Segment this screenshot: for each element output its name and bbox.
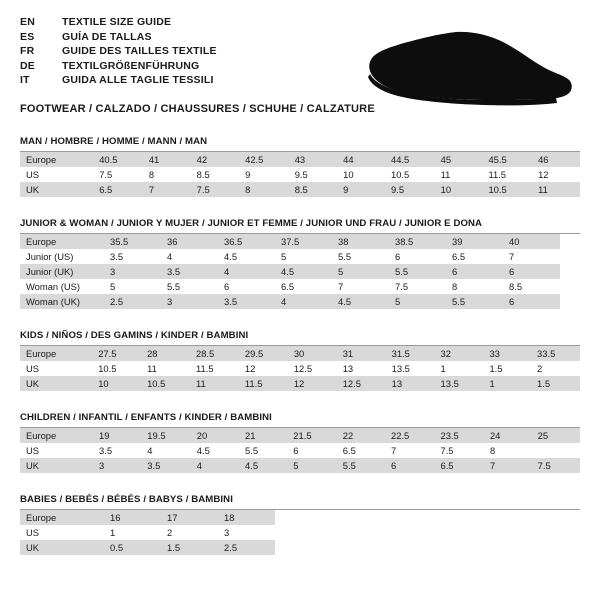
table-row bbox=[20, 234, 560, 249]
section-title: JUNIOR & WOMAN / JUNIOR Y MUJER / JUNIOR ET FEMME / JUNIOR UND FRAU / JUNIOR E DONA bbox=[20, 218, 580, 234]
size-cell: 4 bbox=[191, 458, 239, 473]
size-section-man bbox=[20, 136, 580, 197]
size-cell: 10 bbox=[343, 169, 354, 180]
row-label: UK bbox=[20, 182, 93, 197]
size-cell: 8 bbox=[489, 445, 496, 456]
size-cell: 28.5 bbox=[190, 346, 239, 361]
size-cell: 45 bbox=[435, 152, 483, 167]
size-cell: 24 bbox=[484, 428, 532, 443]
size-cell: 7.5 bbox=[532, 458, 580, 473]
size-cell: 1.5 bbox=[531, 376, 580, 391]
size-cell: 6.5 bbox=[281, 281, 295, 292]
size-cell: 12 bbox=[244, 363, 256, 374]
size-cell: 6.5 bbox=[452, 251, 466, 262]
table-row bbox=[20, 361, 580, 376]
size-cell: 8 bbox=[239, 182, 289, 197]
size-cell: 10.5 bbox=[141, 376, 190, 391]
table-row bbox=[20, 540, 275, 555]
size-cell: 7.5 bbox=[440, 445, 454, 456]
size-cell: 19 bbox=[93, 428, 141, 443]
size-cell: 36 bbox=[161, 234, 218, 249]
size-cell: 12 bbox=[288, 376, 337, 391]
size-cell: 7 bbox=[338, 281, 344, 292]
size-cell: 11.5 bbox=[488, 169, 507, 180]
size-cell: 6 bbox=[293, 445, 299, 456]
size-cell: 35.5 bbox=[104, 234, 161, 249]
size-cell: 23.5 bbox=[434, 428, 483, 443]
size-cell: 25 bbox=[532, 428, 580, 443]
size-cell: 4.5 bbox=[196, 445, 210, 456]
size-cell: 33 bbox=[483, 346, 531, 361]
size-cell: 46 bbox=[532, 152, 580, 167]
row-label: Woman (UK) bbox=[20, 294, 104, 309]
size-cell: 4 bbox=[147, 445, 153, 456]
size-cell: 11.5 bbox=[239, 376, 288, 391]
size-cell: 5.5 bbox=[337, 458, 385, 473]
size-cell: 19.5 bbox=[141, 428, 190, 443]
size-cell: 10 bbox=[92, 376, 141, 391]
size-table bbox=[20, 510, 275, 555]
size-cell: 5.5 bbox=[167, 281, 181, 292]
size-cell: 18 bbox=[218, 510, 275, 525]
row-label: Woman (US) bbox=[26, 281, 81, 292]
size-section-kids bbox=[20, 330, 580, 391]
size-cell: 44 bbox=[337, 152, 385, 167]
size-cell: 6 bbox=[395, 251, 401, 262]
size-section-children bbox=[20, 412, 580, 473]
size-cell: 38.5 bbox=[389, 234, 446, 249]
language-code: DE bbox=[20, 59, 35, 72]
row-label: Europe bbox=[20, 428, 93, 443]
language-row bbox=[20, 16, 217, 31]
language-title: GUIDE DES TAILLES TEXTILE bbox=[62, 45, 217, 57]
size-table bbox=[20, 428, 580, 473]
size-cell: 6 bbox=[503, 294, 560, 309]
size-cell: 30 bbox=[288, 346, 337, 361]
size-section-babies bbox=[20, 494, 580, 555]
size-cell: 1.5 bbox=[161, 540, 218, 555]
row-label: US bbox=[26, 527, 40, 538]
table-row bbox=[20, 525, 275, 540]
size-cell: 10.5 bbox=[391, 169, 410, 180]
row-label: UK bbox=[20, 376, 92, 391]
size-cell: 42 bbox=[191, 152, 239, 167]
size-cell bbox=[532, 443, 580, 458]
size-cell: 1 bbox=[483, 376, 531, 391]
size-cell: 4 bbox=[218, 264, 275, 279]
size-cell: 31.5 bbox=[386, 346, 435, 361]
size-cell: 21 bbox=[239, 428, 287, 443]
size-cell: 13 bbox=[386, 376, 435, 391]
size-cell: 7 bbox=[143, 182, 191, 197]
size-cell: 45.5 bbox=[482, 152, 532, 167]
table-row bbox=[20, 443, 580, 458]
size-sections bbox=[20, 136, 580, 555]
size-cell: 36.5 bbox=[218, 234, 275, 249]
size-cell: 40.5 bbox=[93, 152, 143, 167]
size-cell: 41 bbox=[143, 152, 191, 167]
table-row bbox=[20, 152, 580, 167]
size-cell: 11 bbox=[440, 169, 451, 180]
size-cell: 20 bbox=[191, 428, 239, 443]
size-cell: 10.5 bbox=[482, 182, 532, 197]
size-cell: 8.5 bbox=[289, 182, 337, 197]
size-cell: 7.5 bbox=[191, 182, 239, 197]
language-code: ES bbox=[20, 30, 35, 43]
size-cell: 27.5 bbox=[92, 346, 141, 361]
size-cell: 40 bbox=[503, 234, 560, 249]
table-row bbox=[20, 346, 580, 361]
size-cell: 3.5 bbox=[110, 251, 124, 262]
size-cell: 3 bbox=[93, 458, 141, 473]
row-label: Europe bbox=[20, 346, 92, 361]
section-title: BABIES / BEBÉS / BÉBÉS / BABYS / BAMBINI bbox=[20, 494, 580, 510]
size-cell: 32 bbox=[435, 346, 484, 361]
size-cell: 12 bbox=[538, 169, 549, 180]
size-cell: 8 bbox=[148, 169, 155, 180]
size-cell: 13.5 bbox=[391, 363, 410, 374]
size-cell: 0.5 bbox=[104, 540, 161, 555]
language-row bbox=[20, 60, 217, 75]
size-cell: 33.5 bbox=[531, 346, 580, 361]
size-cell: 5.5 bbox=[338, 251, 352, 262]
size-cell: 17 bbox=[161, 510, 218, 525]
size-cell: 11.5 bbox=[196, 363, 214, 374]
size-cell: 4 bbox=[275, 294, 332, 309]
language-code: EN bbox=[20, 16, 35, 28]
size-cell: 8.5 bbox=[196, 169, 210, 180]
size-cell: 8 bbox=[452, 281, 458, 292]
table-row bbox=[20, 279, 560, 294]
size-cell: 6.5 bbox=[342, 445, 356, 456]
row-label: Junior (US) bbox=[26, 251, 74, 262]
language-title: TEXTILE SIZE GUIDE bbox=[62, 16, 172, 28]
language-title: GUIDA ALLE TAGLIE TESSILI bbox=[62, 74, 214, 86]
size-cell: 38 bbox=[332, 234, 389, 249]
size-cell: 37.5 bbox=[275, 234, 332, 249]
size-cell: 6 bbox=[503, 264, 560, 279]
size-cell: 6.5 bbox=[93, 182, 143, 197]
size-cell: 9 bbox=[337, 182, 385, 197]
size-cell: 9.5 bbox=[294, 169, 308, 180]
table-row bbox=[20, 182, 580, 197]
row-label: Europe bbox=[20, 510, 104, 525]
size-cell: 2 bbox=[167, 527, 173, 538]
size-cell: 16 bbox=[104, 510, 161, 525]
document-header bbox=[20, 16, 580, 115]
dress-shoe-silhouette-icon bbox=[364, 30, 574, 106]
size-cell: 11 bbox=[190, 376, 239, 391]
category-line: FOOTWEAR / CALZADO / CHAUSSURES / SCHUHE / CALZATURE bbox=[20, 102, 375, 115]
size-cell: 3.5 bbox=[161, 264, 218, 279]
size-cell: 11 bbox=[147, 363, 157, 374]
row-label: Europe bbox=[20, 234, 104, 249]
size-cell: 4.5 bbox=[332, 294, 389, 309]
size-cell: 4.5 bbox=[224, 251, 238, 262]
size-cell: 1 bbox=[440, 363, 446, 374]
size-cell: 5.5 bbox=[446, 294, 503, 309]
size-table bbox=[20, 346, 580, 391]
size-cell: 1 bbox=[110, 527, 116, 538]
size-cell: 2 bbox=[537, 363, 543, 374]
size-cell: 3.5 bbox=[218, 294, 275, 309]
size-cell: 7.5 bbox=[99, 169, 113, 180]
size-cell: 22 bbox=[337, 428, 385, 443]
size-section-junior-woman bbox=[20, 218, 580, 309]
language-title: TEXTILGRÖßENFÜHRUNG bbox=[62, 59, 200, 72]
size-cell: 29.5 bbox=[239, 346, 288, 361]
size-cell: 9.5 bbox=[385, 182, 435, 197]
size-cell: 7 bbox=[509, 251, 515, 262]
row-label: US bbox=[26, 445, 40, 456]
size-cell: 5.5 bbox=[245, 445, 259, 456]
size-cell: 6 bbox=[385, 458, 434, 473]
language-list-body bbox=[20, 16, 217, 89]
size-cell: 6 bbox=[224, 281, 230, 292]
size-cell: 4.5 bbox=[239, 458, 287, 473]
language-code: FR bbox=[20, 45, 35, 57]
size-cell: 12.5 bbox=[337, 376, 386, 391]
language-row bbox=[20, 74, 217, 89]
row-label: US bbox=[26, 363, 40, 374]
size-cell: 3 bbox=[224, 527, 230, 538]
language-list bbox=[20, 16, 217, 89]
size-table bbox=[20, 152, 580, 197]
size-cell: 21.5 bbox=[287, 428, 336, 443]
size-cell: 4.5 bbox=[275, 264, 332, 279]
size-cell: 5 bbox=[281, 251, 287, 262]
row-label: US bbox=[26, 169, 40, 180]
language-title: GUÍA DE TALLAS bbox=[62, 30, 152, 43]
size-cell: 6.5 bbox=[434, 458, 483, 473]
size-cell: 22.5 bbox=[385, 428, 434, 443]
size-cell: 28 bbox=[141, 346, 190, 361]
table-row bbox=[20, 458, 580, 473]
section-title: CHILDREN / INFANTIL / ENFANTS / KINDER / BAMBINI bbox=[20, 412, 580, 428]
row-label: Junior (UK) bbox=[20, 264, 104, 279]
row-label: UK bbox=[20, 540, 104, 555]
language-row bbox=[20, 31, 217, 46]
size-cell: 3 bbox=[104, 264, 161, 279]
size-cell: 1.5 bbox=[489, 363, 503, 374]
size-cell: 3 bbox=[161, 294, 218, 309]
table-row bbox=[20, 376, 580, 391]
size-cell: 2.5 bbox=[218, 540, 275, 555]
size-cell: 12.5 bbox=[293, 363, 313, 374]
table-row bbox=[20, 294, 560, 309]
size-cell: 13.5 bbox=[435, 376, 484, 391]
size-cell: 6 bbox=[446, 264, 503, 279]
size-cell: 44.5 bbox=[385, 152, 435, 167]
size-table bbox=[20, 234, 560, 309]
size-cell: 7.5 bbox=[395, 281, 409, 292]
size-cell: 4 bbox=[167, 251, 173, 262]
table-row bbox=[20, 510, 275, 525]
size-cell: 2.5 bbox=[104, 294, 161, 309]
section-title: MAN / HOMBRE / HOMME / MANN / MAN bbox=[20, 136, 580, 152]
size-cell: 31 bbox=[337, 346, 386, 361]
section-title: KIDS / NIÑOS / DES GAMINS / KINDER / BAMBINI bbox=[20, 330, 580, 346]
size-cell: 5 bbox=[287, 458, 336, 473]
size-cell: 10.5 bbox=[98, 363, 117, 374]
size-cell: 5 bbox=[389, 294, 446, 309]
size-cell: 39 bbox=[446, 234, 503, 249]
row-label: UK bbox=[20, 458, 93, 473]
language-row bbox=[20, 45, 217, 60]
table-row bbox=[20, 264, 560, 279]
size-cell: 5 bbox=[332, 264, 389, 279]
language-code: IT bbox=[20, 74, 30, 86]
size-cell: 13 bbox=[342, 363, 354, 374]
size-cell: 10 bbox=[435, 182, 483, 197]
size-cell: 7 bbox=[484, 458, 532, 473]
size-cell: 5 bbox=[110, 281, 116, 292]
size-cell: 7 bbox=[391, 445, 397, 456]
table-row bbox=[20, 428, 580, 443]
table-row bbox=[20, 249, 560, 264]
size-cell: 3.5 bbox=[141, 458, 190, 473]
table-row bbox=[20, 167, 580, 182]
row-label: Europe bbox=[20, 152, 93, 167]
size-cell: 43 bbox=[289, 152, 337, 167]
size-cell: 5.5 bbox=[389, 264, 446, 279]
size-cell: 11 bbox=[532, 182, 580, 197]
size-cell: 8.5 bbox=[509, 281, 523, 292]
size-cell: 3.5 bbox=[99, 445, 113, 456]
size-cell: 9 bbox=[245, 169, 251, 180]
size-cell: 42.5 bbox=[239, 152, 289, 167]
